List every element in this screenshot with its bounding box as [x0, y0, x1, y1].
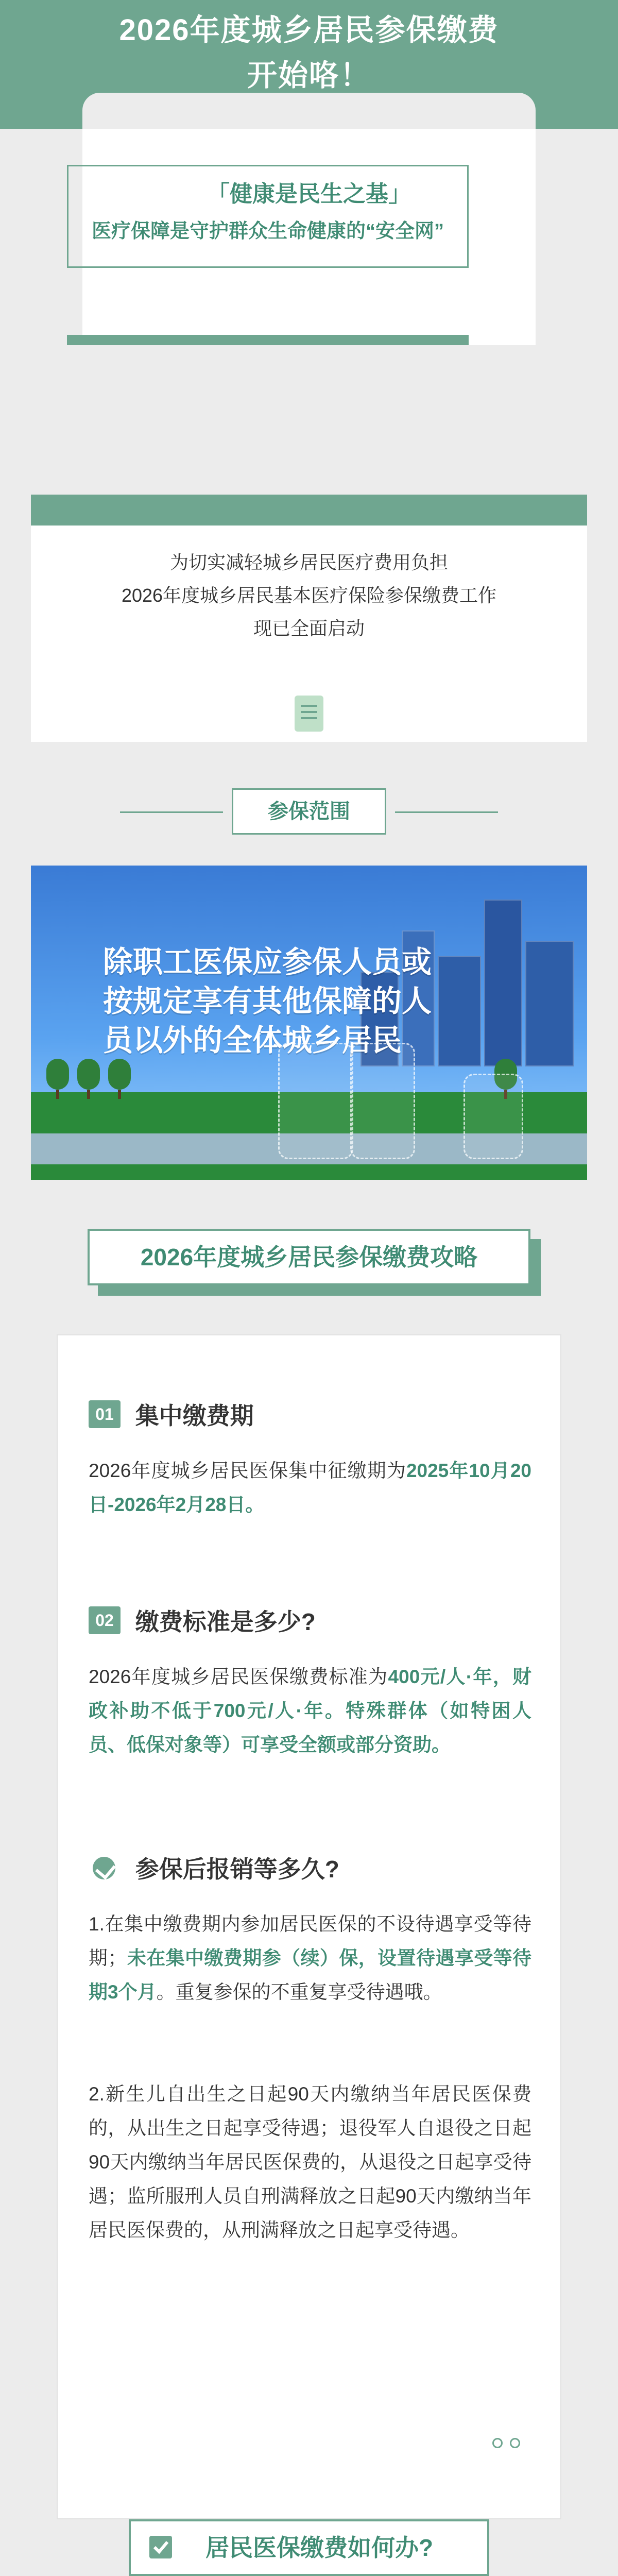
page-title [0, 5, 618, 101]
title-line-1: 2026年度城乡居民参保缴费 [119, 13, 499, 47]
pay-header-text: 居民医保缴费如何办? [205, 2534, 434, 2561]
document-icon [295, 696, 323, 732]
paragraph-text: 2026年度城乡居民医保缴费标准为 [89, 1666, 388, 1687]
slogan-sub: 医疗保障是守护群众生命健康的“安全网” [91, 221, 444, 242]
child-runner-illustration [464, 1074, 523, 1159]
intro-band [31, 495, 587, 526]
paragraph-text: 2026年度城乡居民医保集中征缴期为 [89, 1460, 406, 1481]
tree-icon [108, 1059, 131, 1090]
section-number: 01 [89, 1400, 121, 1428]
paragraph-text: 1.在集中缴费期内参加居民医保的不设待遇享受等待期； [89, 1913, 531, 1969]
scope-tag: 参保范围 [232, 788, 386, 835]
section-heading [89, 1397, 254, 1431]
scope-banner [31, 866, 587, 1180]
checkmark-icon [89, 1854, 121, 1882]
section-paragraph: 2.新生儿自出生之日起90天内缴纳当年居民医保费的，从出生之日起享受待遇；退役军人自退役之日起90天内缴纳当年居民医保费的，从退役之日起享受待遇；监所服刑人员自刑满释放之日起90天内缴纳当年居民医保费的，从刑满释放之日起享受待遇。 [89, 2083, 531, 2241]
pay-header [129, 2519, 489, 2576]
intro-line-3: 现已全面启动 [253, 618, 365, 639]
page-header [0, 0, 618, 129]
section-paragraph [89, 1660, 531, 1762]
pagination-dots [492, 2438, 524, 2449]
section-heading [89, 1851, 339, 1885]
checkbox-icon [146, 2533, 175, 2562]
slogan-main: 「健康是民生之基」 [207, 181, 411, 207]
header-notch [82, 93, 536, 129]
building [438, 956, 481, 1066]
section-paragraph [89, 1907, 531, 2009]
section-title: 集中缴费期 [135, 1402, 254, 1429]
paragraph-highlight: 2025年10月20日-2026年2月28日。 [89, 1460, 532, 1515]
section-title: 参保后报销等多久? [135, 1856, 339, 1883]
strategy-title: 2026年度城乡居民参保缴费攻略 [88, 1229, 530, 1285]
paragraph-highlight: 未在集中缴费期参（续）保，设置待遇享受等待期3个月 [89, 1947, 532, 2003]
section-heading [89, 1603, 316, 1637]
tree-icon [77, 1059, 100, 1090]
paragraph-highlight: 400元/人·年，财政补助不低于700元/人·年。特殊群体（如特困人员、低保对象等）可享受全额或部分资助。 [89, 1666, 531, 1755]
tree-icon [46, 1059, 69, 1090]
section-title: 缴费标准是多少? [135, 1608, 316, 1635]
divider [67, 335, 469, 345]
title-line-2: 开始咯！ [247, 59, 371, 92]
section-number: 02 [89, 1606, 121, 1634]
strategy-card [57, 1334, 561, 2519]
banner-text: 除职工医保应参保人员或按规定享有其他保障的人员以外的全体城乡居民 [103, 945, 432, 1057]
dot-icon [510, 2438, 520, 2448]
building [525, 941, 574, 1066]
section-paragraph [89, 1454, 531, 1522]
paragraph-text: 。重复参保的不重复享受待遇哦。 [156, 1981, 442, 2003]
dot-icon [492, 2438, 503, 2448]
building [484, 900, 522, 1066]
intro-line-1: 为切实减轻城乡居民医疗费用负担 [169, 552, 448, 573]
intro-line-2: 2026年度城乡居民基本医疗保险参保缴费工作 [121, 585, 497, 606]
intro-text [31, 546, 587, 645]
